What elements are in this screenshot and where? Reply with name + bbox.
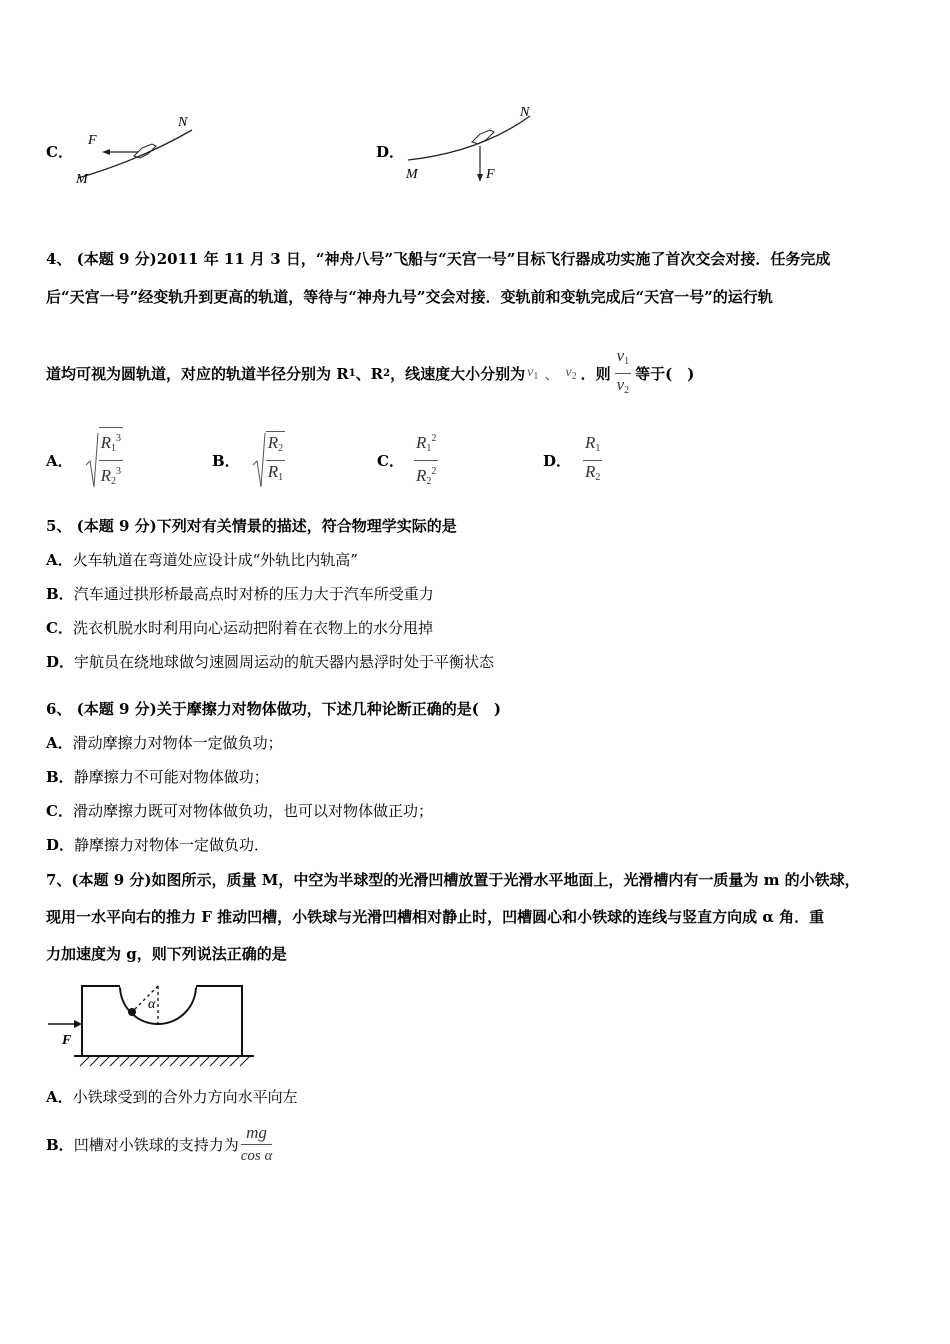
q4-line-1: 4、 (本题 9 分)2011 年 11 月 3 日，“神舟八号”飞船与“天宫一号”目标飞行器成功实施了首次交会对接．任务完成 [46,250,831,268]
force-arrow-head [102,149,110,155]
v1-symbol: $v_1$ [527,364,539,382]
sqrt-sign-icon [85,431,99,489]
fraction: $\frac{R_1^2}{R_2^2}$ [414,428,438,493]
q4-option-c: C． $\frac{R_1^2}{R_2^2}$ [377,430,438,490]
label-m: M [406,167,418,182]
q5-option-a: A．火车轨道在弯道处应设计成“外轨比内轨高” [46,551,358,569]
sqrt-sign-icon [252,431,266,489]
q3-option-c-label: C． [46,143,73,161]
q6-option-b: B．静摩擦力不可能对物体做功； [46,768,269,786]
force-label: F [62,1033,72,1048]
q4-option-b: B． $\frac{R_2}{R_1}$ [212,430,285,490]
q5-option-b: B．汽车通过拱形桥最高点时对桥的压力大于汽车所受重力 [46,585,434,603]
q7-line-1: 7、(本题 9 分)如图所示，质量 M，中空为半球型的光滑凹槽放置于光滑水平地面上，光滑槽内有一质量为 m 的小铁球， [46,871,860,889]
q3-option-d-label: D． [376,143,405,161]
q6-option-d: D．静摩擦力对物体一定做负功． [46,836,270,854]
label-m: M [76,172,88,187]
q5-option-c: C．洗衣机脱水时利用向心运动把附着在衣物上的水分甩掉 [46,619,433,637]
ground-hatching [80,1056,250,1066]
alpha-label: α [148,997,156,1012]
v-ratio-fraction: $\frac{v_1}{v_2}$ [616,345,630,396]
q3-option-d-figure [400,96,550,188]
q7-option-a: A．小铁球受到的合外力方向水平向左 [46,1088,298,1106]
q5-stem: 5、 (本题 9 分)下列对有关情景的描述，符合物理学实际的是 [46,517,457,535]
label-f: F [486,167,495,182]
q4-option-d: D． $\frac{R_1}{R_2}$ [543,430,602,490]
q5-option-d: D．宇航员在绕地球做匀速圆周运动的航天器内悬浮时处于平衡状态 [46,653,495,671]
push-force-arrow-head [74,1020,82,1028]
support-force-fraction: $\frac{mg}{\text{cos α}}$ [240,1122,273,1164]
q4-option-a: A． $\frac{R_1^3}{R_2^3}$ [46,430,123,490]
force-arrow-head [477,174,483,182]
fraction: $\frac{R_1}{R_2}$ [585,432,601,483]
label-n: N [520,105,530,120]
q7-line-2: 现用一水平向右的推力 F 推动凹槽，小铁球与光滑凹槽相对静止时，凹槽圆心和小铁球的连线与竖直方向成 α 角．重 [46,908,825,926]
q7-figure [44,980,260,1072]
trajectory-curve [408,116,530,160]
v2-symbol: $v_2$ [565,364,577,382]
rocket-icon [472,130,494,144]
q6-option-c: C．滑动摩擦力既可对物体做负功，也可以对物体做正功； [46,802,433,820]
q7-line-3: 力加速度为 g，则下列说法正确的是 [46,945,287,963]
q3-option-c-figure [70,108,200,188]
label-n: N [178,115,188,130]
label-f: F [88,133,97,148]
sqrt-expression: $\frac{R_1^3}{R_2^3}$ [85,427,123,493]
q4-line-2: 后“天宫一号”经变轨升到更高的轨道，等待与“神舟九号”交会对接．变轨前和变轨完成后“天宫一号”的运行轨 [46,288,773,306]
q7-option-b: B． 凹槽对小铁球的支持力为 $\frac{mg}{\text{cos α}}$ [46,1118,272,1170]
q6-stem: 6、 (本题 9 分)关于摩擦力对物体做功，下述几种论断正确的是( ) [46,700,501,718]
q4-line-3: 道均可视为圆轨道，对应的轨道半径分别为 R 1 、R 2 ，线速度大小分别为 $v_1$ 、 $v_2$ ．则 $\frac{v_1}{v_2}$ 等于( ) [46,348,694,398]
q6-option-a: A．滑动摩擦力对物体一定做负功； [46,734,283,752]
iron-ball [128,1008,136,1016]
sqrt-expression: $\frac{R_2}{R_1}$ [252,431,285,489]
